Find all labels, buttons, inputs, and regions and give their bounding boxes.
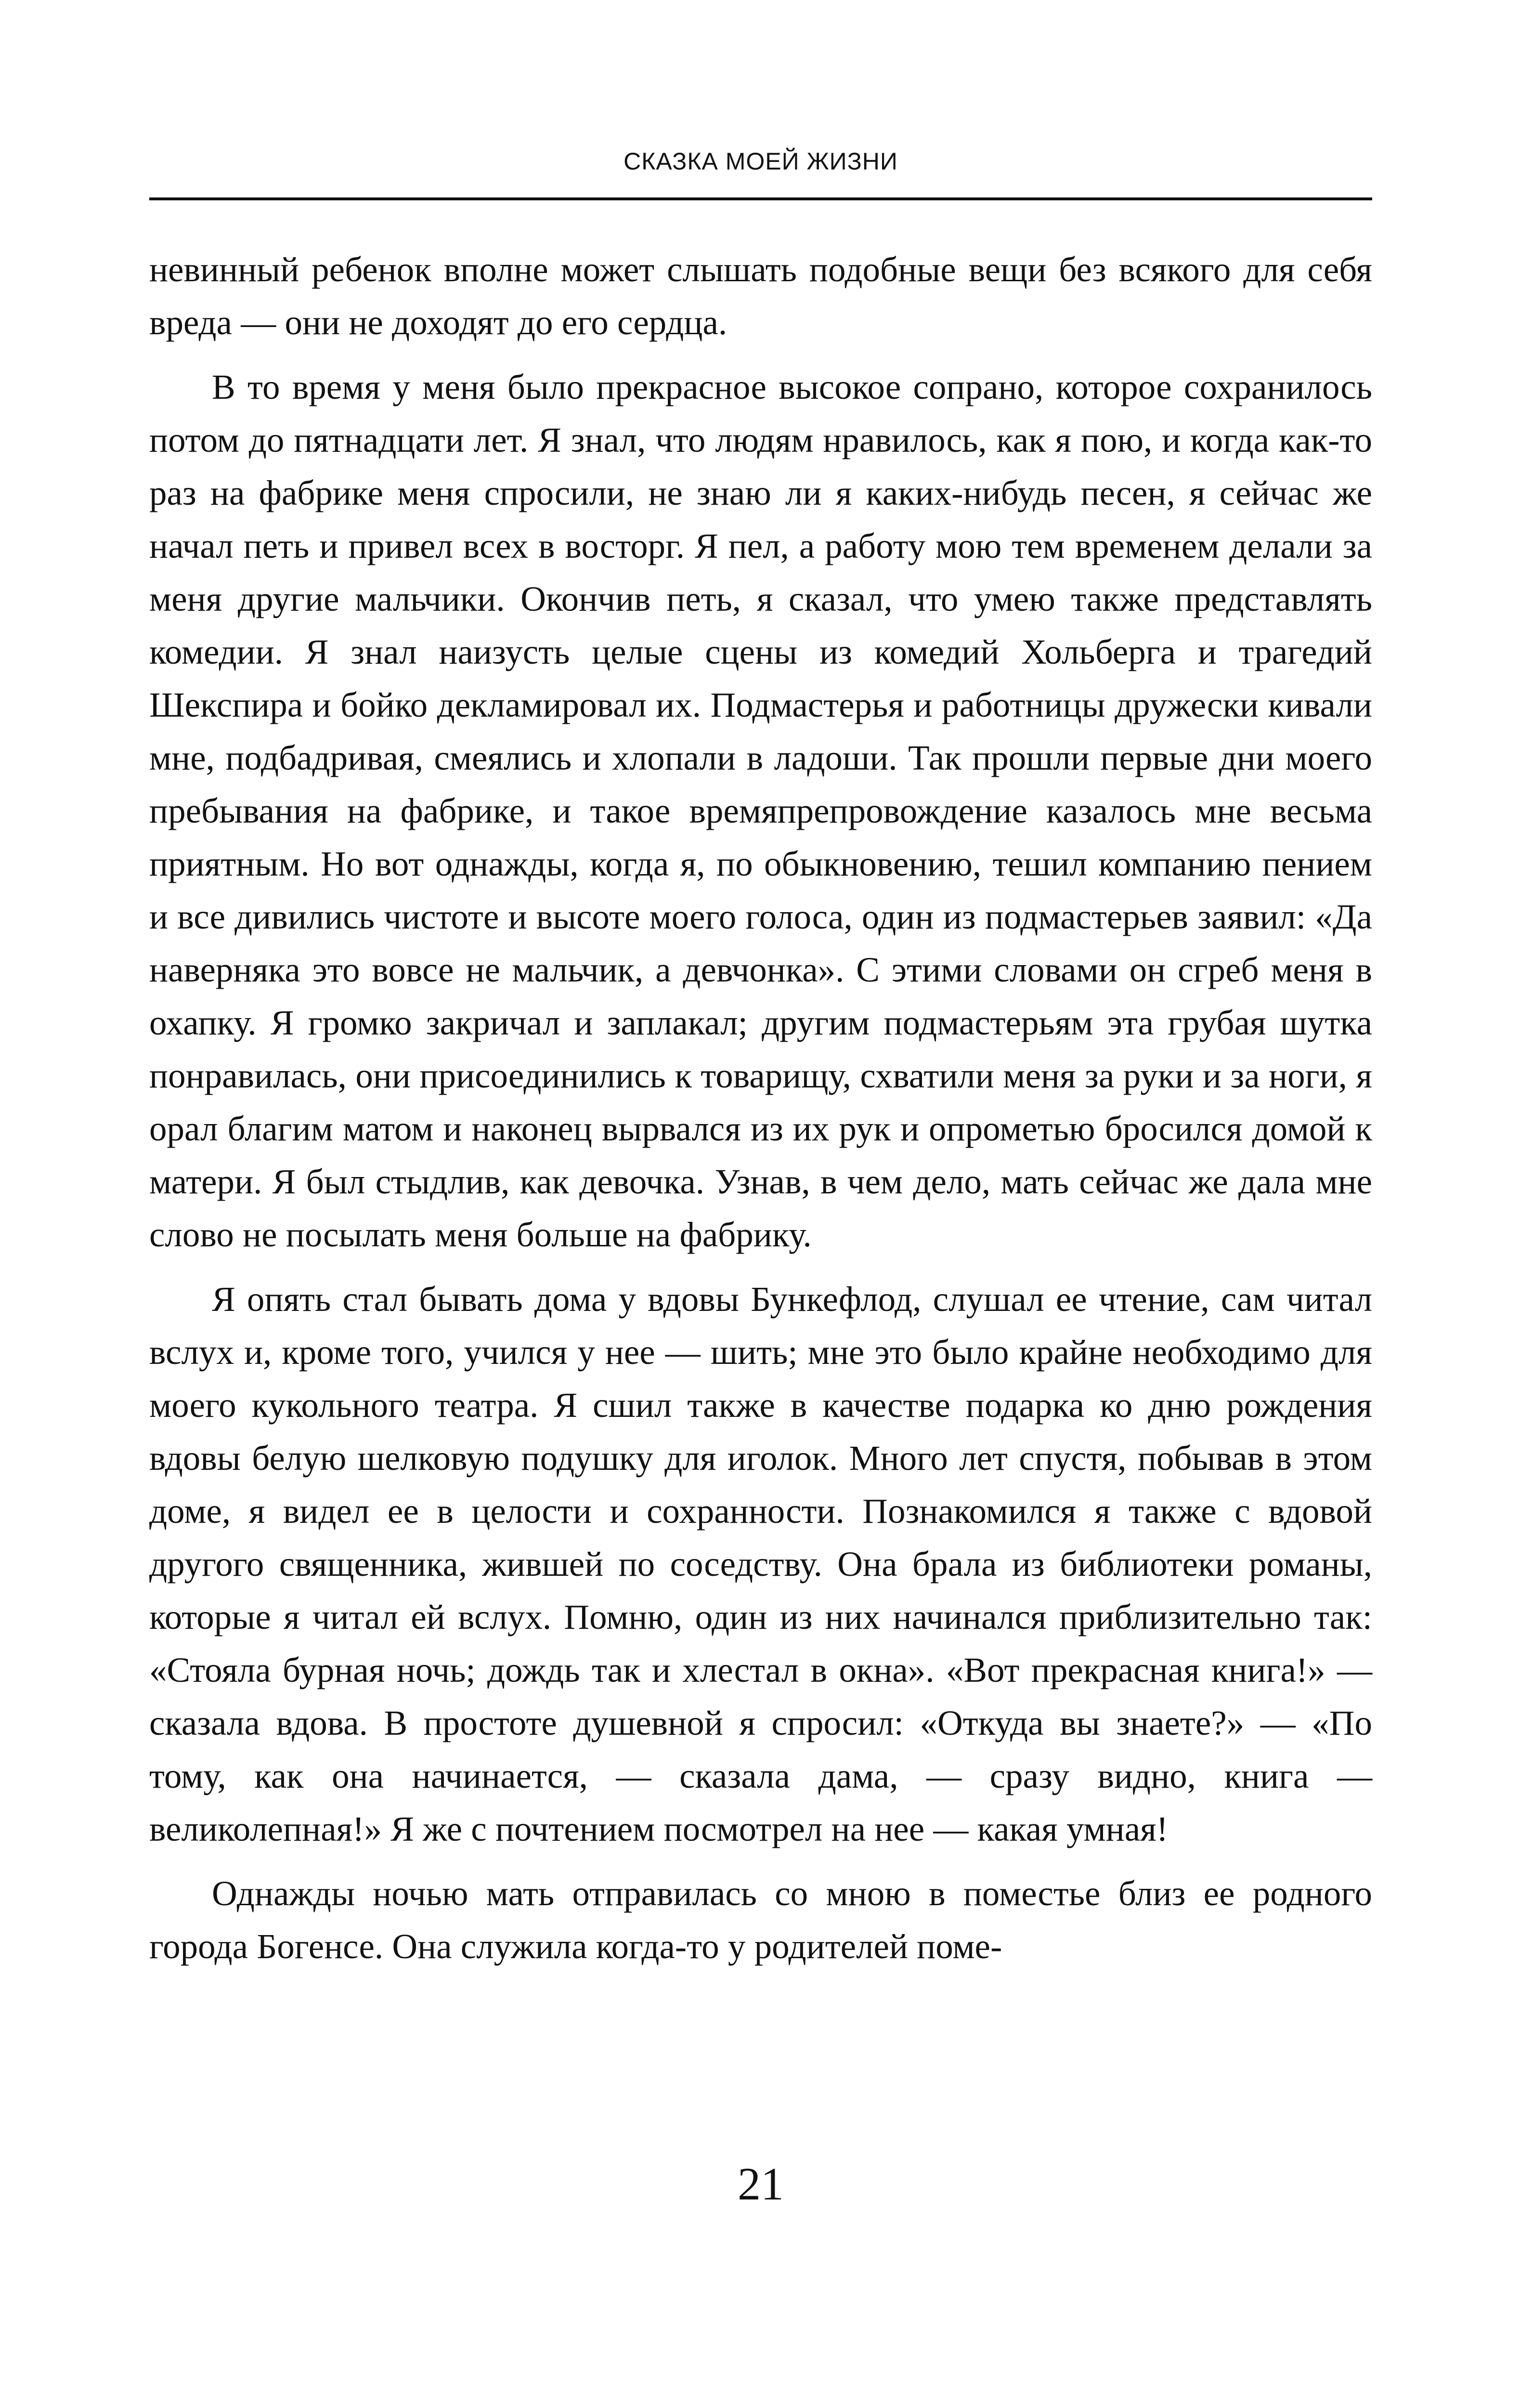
paragraph-widow: Я опять стал бывать дома у вдовы Бункефлод, слушал ее чтение, сам читал вслух и, кроме того, учился у нее — шить; мне это было крайне необходимо для моего кукольного театра. Я сшил также в качестве подарка ко дню рождения вдовы белую шелковую подушку для иголок. Много лет спустя, побывав в этом доме, я видел ее в целости и сохранности. Познакомился я также с вдовой другого священника, жившей по соседству. Она брала из библиотеки романы, которые я читал ей вслух. Помню, один из них начинался приблизительно так: «Стояла бурная ночь; дождь так и хлестал в окна». «Вот прекрасная книга!» — сказала вдова. В простоте душевной я спросил: «Откуда вы знаете?» — «По тому, как она начинается, — сказала дама, — сразу видно, книга — великолепная!» Я же с почтением посмотрел на нее — какая умная! [149,1280,1372,1848]
paragraph-estate: Однажды ночью мать отправилась со мною в поместье близ ее родного города Богенсе. Она служила когда-то у родителей поме- [149,1874,1372,1966]
paragraph-continuation: невинный ребенок вполне может слышать подобные вещи без всякого для себя вреда — они не доходят до его сердца. [149,250,1372,342]
running-head: СКАЗКА МОЕЙ ЖИЗНИ [624,148,898,175]
page-number: 21 [738,2158,784,2210]
body-text [149,243,1372,1973]
header-rule [149,197,1372,200]
paragraph-soprano: В то время у меня было прекрасное высокое сопрано, которое сохранилось потом до пятнадцати лет. Я знал, что людям нравилось, как я пою, и когда как-то раз на фабрике меня спросили, не знаю ли я каких-нибудь песен, я сейчас же начал петь и привел всех в восторг. Я пел, а работу мою тем временем делали за меня другие мальчики. Окончив петь, я сказал, что умею также представлять комедии. Я знал наизусть целые сцены из комедий Хольберга и трагедий Шекспира и бойко декламировал их. Подмастерья и работницы дружески кивали мне, подбадривая, смеялись и хлопали в ладоши. Так прошли первые дни моего пребывания на фабрике, и такое времяпрепровождение казалось мне весьма приятным. Но вот однажды, когда я, по обыкновению, тешил компанию пением и все дивились чистоте и высоте моего голоса, один из подмастерьев заявил: «Да наверняка это вовсе не мальчик, а девчонка». С этими словами он сгреб меня в охапку. Я громко закричал и заплакал; другим подмастерьям эта грубая шутка понравилась, они присоединились к товарищу, схватили меня за руки и за ноги, я орал благим матом и наконец вырвался из их рук и опрометью бросился домой к матери. Я был стыдлив, как девочка. Узнав, в чем дело, мать сейчас же дала мне слово не посылать меня больше на фабрику. [149,367,1372,1254]
